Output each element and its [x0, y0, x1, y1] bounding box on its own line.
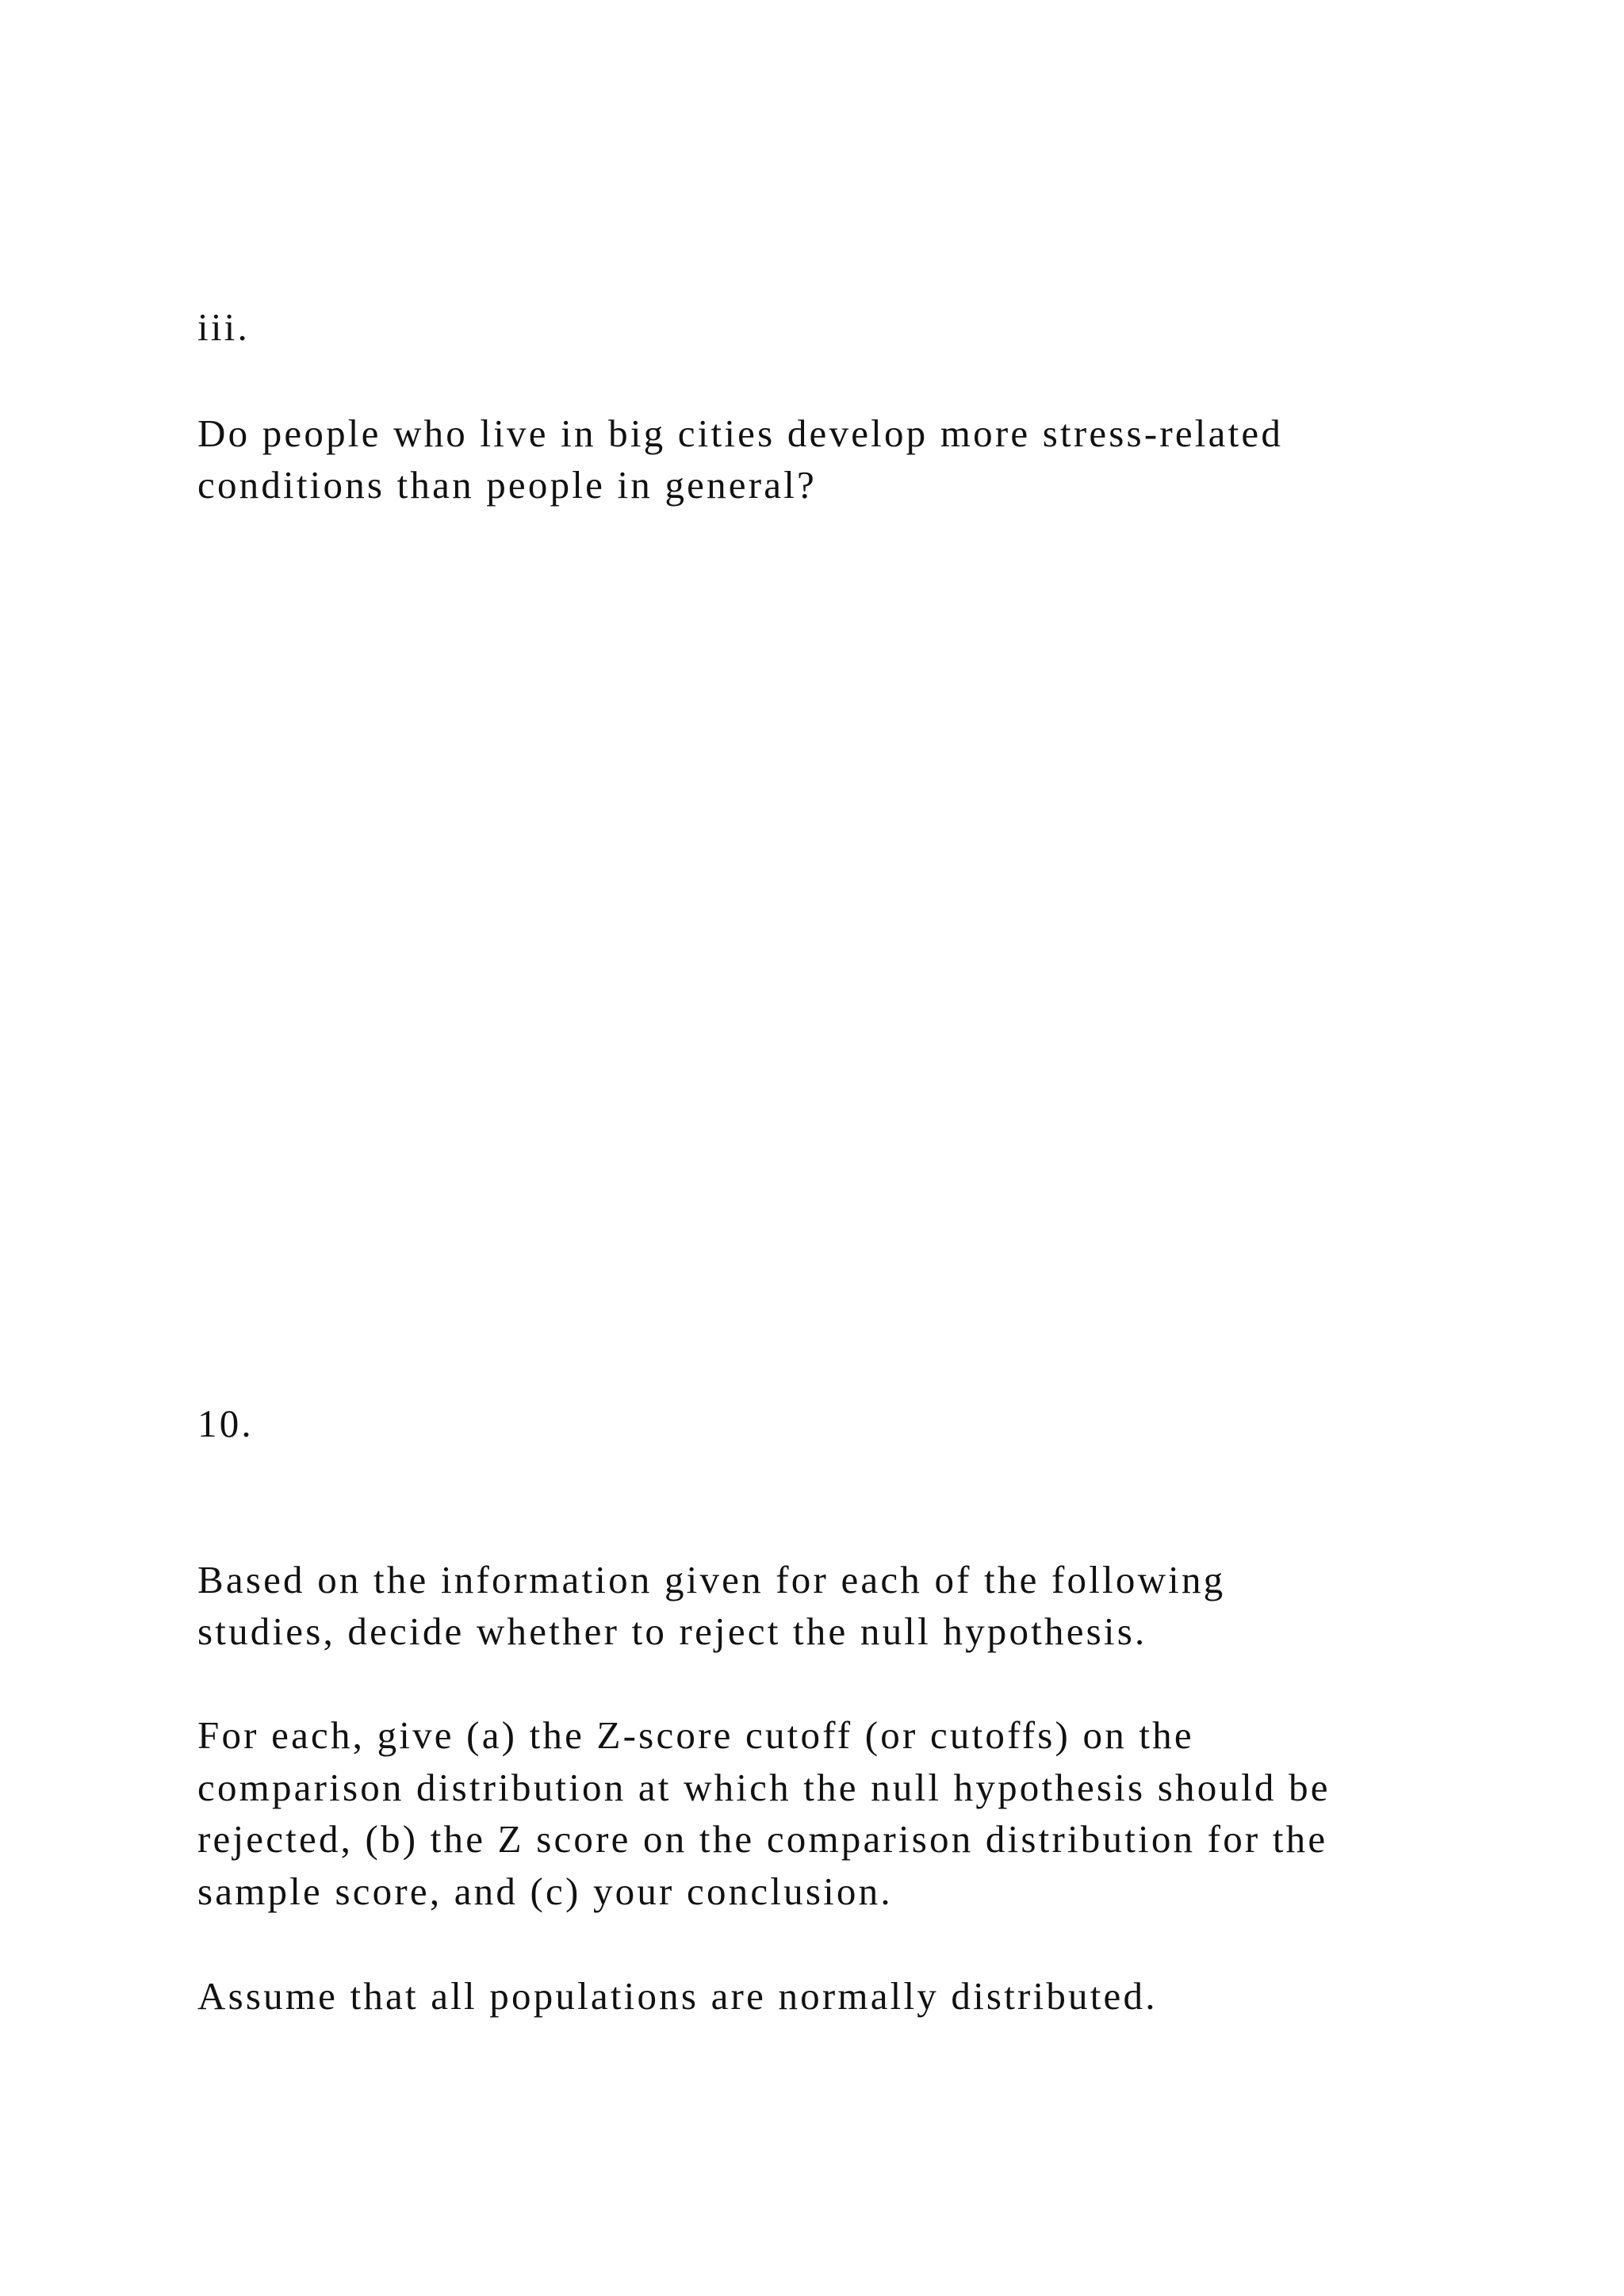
problem-intro-line-2: studies, decide whether to reject the null hypothesis. [197, 1609, 1147, 1653]
item-marker-iii: iii. [197, 305, 250, 349]
problem-instructions-line-4: sample score, and (c) your conclusion. [197, 1869, 893, 1913]
problem-assumption: Assume that all populations are normally distributed. [197, 1974, 1158, 2018]
problem-instructions-line-3: rejected, (b) the Z score on the comparison distribution for the [197, 1817, 1328, 1861]
problem-number-10: 10. [197, 1402, 254, 1445]
problem-instructions-line-2: comparison distribution at which the null hypothesis should be [197, 1766, 1331, 1809]
problem-instructions-line-1: For each, give (a) the Z-score cutoff (or cutoffs) on the [197, 1713, 1194, 1757]
question-text-line-2: conditions than people in general? [197, 463, 817, 507]
question-text-line-1: Do people who live in big cities develop more stress-related [197, 411, 1284, 455]
problem-intro-line-1: Based on the information given for each of the following [197, 1558, 1226, 1601]
